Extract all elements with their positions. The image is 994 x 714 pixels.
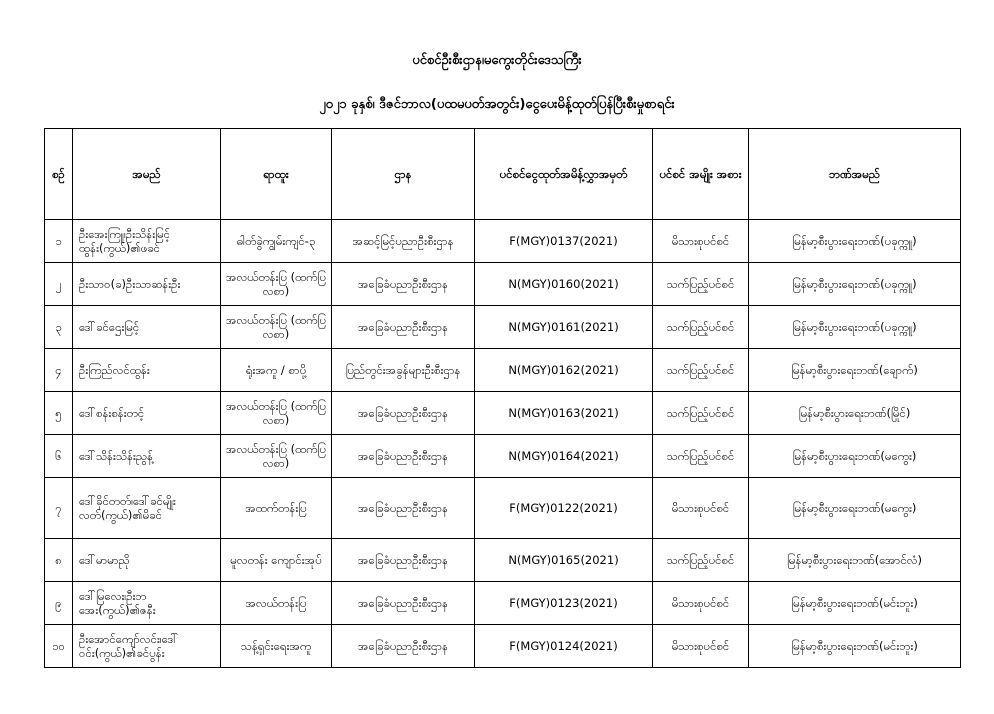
cell-no: ၉ xyxy=(45,582,73,625)
cell-order: N(MGY)0161(2021) xyxy=(475,306,653,349)
cell-order: N(MGY)0163(2021) xyxy=(475,392,653,435)
table-row xyxy=(45,306,961,349)
cell-dept: အခြေခံပညာဦးစီးဌာန xyxy=(332,263,475,306)
cell-type: သက်ပြည့်ပင်စင် xyxy=(653,349,749,392)
cell-rank: အထက်တန်းပြ xyxy=(221,478,332,539)
table-row xyxy=(45,539,961,582)
cell-name: ဒေါ်မာမာညို xyxy=(73,539,221,582)
cell-no: ၈ xyxy=(45,539,73,582)
cell-name: ဒေါ်သိန်းသိန်းညွန့် xyxy=(73,435,221,478)
cell-rank: အလယ်တန်းပြ (ထက်ပြလစာ) xyxy=(221,435,332,478)
table-row xyxy=(45,625,961,668)
cell-no: ၃ xyxy=(45,306,73,349)
cell-name: ဦးကြည်လင်ထွန်း xyxy=(73,349,221,392)
table-row xyxy=(45,263,961,306)
col-header-no: စဉ် xyxy=(45,129,73,220)
table-row xyxy=(45,220,961,263)
col-header-name: အမည် xyxy=(73,129,221,220)
cell-rank: အလယ်တန်းပြ (ထက်ပြလစာ) xyxy=(221,263,332,306)
header-row xyxy=(45,129,961,220)
col-header-bank: ဘဏ်အမည် xyxy=(749,129,961,220)
cell-no: ၄ xyxy=(45,349,73,392)
cell-dept: အခြေခံပညာဦးစီးဌာန xyxy=(332,539,475,582)
cell-type: သက်ပြည့်ပင်စင် xyxy=(653,306,749,349)
col-header-rank: ရာထူး xyxy=(221,129,332,220)
cell-order: F(MGY)0123(2021) xyxy=(475,582,653,625)
cell-bank: မြန်မာ့စီးပွားရေးဘဏ်(အောင်လံ) xyxy=(749,539,961,582)
cell-order: N(MGY)0160(2021) xyxy=(475,263,653,306)
cell-type: မိသားစုပင်စင် xyxy=(653,220,749,263)
cell-order: N(MGY)0165(2021) xyxy=(475,539,653,582)
cell-no: ၂ xyxy=(45,263,73,306)
cell-name: ဒေါ်မြလေး၊ဦးဘအေး(ကွယ်)၏ဇနီး xyxy=(73,582,221,625)
table-row xyxy=(45,435,961,478)
cell-dept: အခြေခံပညာဦးစီးဌာန xyxy=(332,392,475,435)
document-subtitle: ၂၀၂၁ ခုနှစ်၊ ဒီဇင်ဘာလ(ပထမပတ်အတွင်း)ငွေပေးမိန့်ထုတ်ပြန်ပြီးစီးမှုစာရင်း xyxy=(319,97,675,112)
pension-table xyxy=(44,128,961,668)
cell-rank: ရုံးအကူ / စာပို့ xyxy=(221,349,332,392)
cell-name: ဒေါ်ခင်ဌေးမြင့် xyxy=(73,306,221,349)
cell-name: ဦးသာဝ(ခ)ဦးသာဆန်းဦး xyxy=(73,263,221,306)
cell-bank: မြန်မာ့စီးပွားရေးဘဏ်(မင်းဘူး) xyxy=(749,582,961,625)
cell-rank: အလယ်တန်းပြ (ထက်ပြလစာ) xyxy=(221,392,332,435)
cell-name: ဒေါ်စန်းစန်းတင့် xyxy=(73,392,221,435)
cell-no: ၇ xyxy=(45,478,73,539)
cell-bank: မြန်မာ့စီးပွားရေးဘဏ်(ပခုက္ကူ) xyxy=(749,263,961,306)
cell-type: သက်ပြည့်ပင်စင် xyxy=(653,392,749,435)
col-header-type: ပင်စင် အမျိုး အစား xyxy=(653,129,749,220)
cell-rank: အလယ်တန်းပြ xyxy=(221,582,332,625)
cell-dept: အခြေခံပညာဦးစီးဌာန xyxy=(332,306,475,349)
table-row xyxy=(45,349,961,392)
cell-dept: အဆင့်မြင့်ပညာဦးစီးဌာန xyxy=(332,220,475,263)
cell-dept: အခြေခံပညာဦးစီးဌာန xyxy=(332,625,475,668)
cell-bank: မြန်မာ့စီးပွားရေးဘဏ်(မကွေး) xyxy=(749,478,961,539)
cell-rank: သန့်ရှင်းရေးအကူ xyxy=(221,625,332,668)
cell-rank: ဓါတ်ခွဲကျွမ်းကျင်-၃ xyxy=(221,220,332,263)
cell-order: F(MGY)0137(2021) xyxy=(475,220,653,263)
cell-bank: မြန်မာ့စီးပွားရေးဘဏ်(မကွေး) xyxy=(749,435,961,478)
cell-order: N(MGY)0164(2021) xyxy=(475,435,653,478)
cell-order: F(MGY)0122(2021) xyxy=(475,478,653,539)
cell-dept: အခြေခံပညာဦးစီးဌာန xyxy=(332,435,475,478)
cell-name: ဒေါ်ခိုင်တတ်၊ဒေါ်ခင်မျိုးလတ်(ကွယ်)၏မိခင် xyxy=(73,478,221,539)
cell-type: မိသားစုပင်စင် xyxy=(653,582,749,625)
cell-bank: မြန်မာ့စီးပွားရေးဘဏ်(ချောက်) xyxy=(749,349,961,392)
cell-bank: မြန်မာ့စီးပွားရေးဘဏ်(ပခုက္ကူ) xyxy=(749,306,961,349)
cell-bank: မြန်မာ့စီးပွားရေးဘဏ်(မြိုင်) xyxy=(749,392,961,435)
cell-no: ၆ xyxy=(45,435,73,478)
document-title: ပင်စင်ဦးစီးဌာန၊မကွေးတိုင်းဒေသကြီး xyxy=(412,53,582,68)
cell-type: မိသားစုပင်စင် xyxy=(653,625,749,668)
cell-order: N(MGY)0162(2021) xyxy=(475,349,653,392)
cell-type: သက်ပြည့်ပင်စင် xyxy=(653,263,749,306)
cell-order: F(MGY)0124(2021) xyxy=(475,625,653,668)
cell-dept: အခြေခံပညာဦးစီးဌာန xyxy=(332,478,475,539)
cell-name: ဦးအေးကြူ၊ဦးသိန်းမြင့်ထွန်း(ကွယ်)၏ဖခင် xyxy=(73,220,221,263)
table-row xyxy=(45,478,961,539)
cell-no: ၅ xyxy=(45,392,73,435)
col-header-order: ပင်စင်ငွေထုတ်အမိန့်လွှာအမှတ် xyxy=(475,129,653,220)
col-header-dept: ဌာန xyxy=(332,129,475,220)
cell-no: ၁၀ xyxy=(45,625,73,668)
cell-dept: အခြေခံပညာဦးစီးဌာန xyxy=(332,582,475,625)
cell-type: မိသားစုပင်စင် xyxy=(653,478,749,539)
cell-type: သက်ပြည့်ပင်စင် xyxy=(653,435,749,478)
cell-rank: မူလတန်း ကျောင်းအုပ် xyxy=(221,539,332,582)
table-row xyxy=(45,582,961,625)
cell-rank: အလယ်တန်းပြ (ထက်ပြလစာ) xyxy=(221,306,332,349)
cell-bank: မြန်မာ့စီးပွားရေးဘဏ်(ပခုက္ကူ) xyxy=(749,220,961,263)
cell-type: သက်ပြည့်ပင်စင် xyxy=(653,539,749,582)
cell-dept: ပြည်တွင်းအခွန်များဦးစီးဌာန xyxy=(332,349,475,392)
cell-no: ၁ xyxy=(45,220,73,263)
cell-bank: မြန်မာ့စီးပွားရေးဘဏ်(မင်းဘူး) xyxy=(749,625,961,668)
cell-name: ဦးအောင်ကျော်လင်း၊ဒေါ်ဝင်း(ကွယ်)၏ခင်ပွန်း xyxy=(73,625,221,668)
table-row xyxy=(45,392,961,435)
